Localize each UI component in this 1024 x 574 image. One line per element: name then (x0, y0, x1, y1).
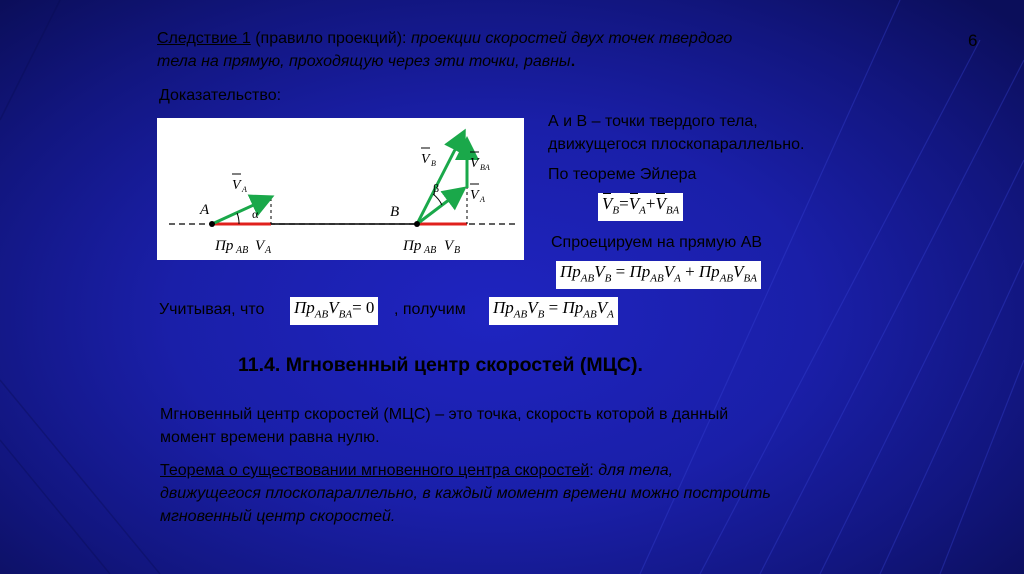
svg-text:V: V (232, 178, 241, 193)
project-label: Спроецируем на прямую АВ (551, 234, 763, 251)
corollary-period: . (570, 53, 576, 70)
svg-text:V: V (444, 238, 454, 254)
label-proj-a (214, 238, 272, 256)
corollary-paren: (правило проекций): (250, 30, 411, 47)
svg-text:Пр: Пр (403, 238, 422, 254)
section-title: 11.4. Мгновенный центр скоростей (МЦС). (238, 354, 643, 376)
theorem (160, 459, 900, 528)
va-arrow-a (212, 198, 269, 224)
point-a-dot (209, 221, 215, 227)
theorem-line-2: движущегося плоскопараллельно, в каждый момент времени можно построить (160, 485, 771, 502)
label-a: A (200, 202, 210, 218)
corollary-statement-1: проекции скоростей двух точек твердого (410, 30, 733, 47)
va-arrow-b (417, 190, 462, 224)
points-description-line-2: движущегося плоскопараллельно. (548, 136, 805, 153)
svg-text:BA: BA (480, 163, 490, 172)
svg-text:AB: AB (236, 245, 249, 256)
beta-arc (433, 194, 442, 205)
label-proj-b (402, 238, 460, 256)
corollary-block (157, 27, 877, 73)
projection-formula: $Пр_{AB}V_B = Пр_{AB}V_A + Пр_{AB}V_{BA}$ (556, 261, 761, 289)
svg-text:A: A (265, 245, 272, 256)
svg-text:B: B (454, 245, 461, 256)
label-va-a (232, 174, 247, 194)
theorem-line-1: для тела, (593, 462, 674, 479)
diagram-svg (157, 118, 524, 260)
svg-text:V: V (421, 152, 430, 167)
svg-text:V: V (470, 156, 479, 171)
definition (160, 403, 880, 449)
point-b-dot (414, 221, 420, 227)
result-formula: $Пр_{AB}V_B = Пр_{AB}V_A$ (489, 297, 618, 325)
proof-label: Доказательство: (159, 87, 282, 104)
theorem-colon: : (589, 462, 594, 479)
projection-diagram (157, 118, 524, 260)
theorem-line-3: мгновенный центр скоростей. (160, 508, 396, 525)
label-va-b (470, 184, 485, 204)
svg-text:V: V (255, 238, 265, 254)
euler-label: По теореме Эйлера (548, 166, 697, 183)
corollary-statement-2: тела на прямую, проходящую через эти точки, равны (157, 53, 571, 70)
we-get-label: , получим (394, 301, 466, 318)
euler-formula: $V_B=V_A+V_{BA}$ (598, 193, 683, 221)
corollary-label: Следствие 1 (157, 30, 251, 47)
definition-line-2: момент времени равна нулю. (160, 429, 380, 446)
alpha-arc (237, 213, 239, 224)
svg-text:AB: AB (424, 245, 437, 256)
svg-text:A: A (242, 185, 247, 194)
points-description (548, 110, 804, 156)
svg-text:A: A (480, 195, 485, 204)
slide-number: 6 (968, 31, 978, 50)
label-vba (470, 152, 490, 172)
theorem-label: Теорема о существовании мгновенного центра скоростей (160, 462, 590, 479)
svg-text:V: V (470, 188, 479, 203)
label-b: B (390, 204, 400, 220)
zero-formula: $Пр_{AB}V_{BA}= 0$ (290, 297, 378, 325)
points-description-line-1: А и В – точки твердого тела, (548, 113, 758, 130)
svg-text:B: B (431, 159, 436, 168)
label-vb (421, 148, 436, 168)
considering-label: Учитывая, что (159, 301, 265, 318)
label-beta: β (433, 181, 440, 195)
label-alpha: α (252, 207, 259, 221)
svg-text:Пр: Пр (215, 238, 234, 254)
definition-line-1: Мгновенный центр скоростей (МЦС) – это точка, скорость которой в данный (160, 406, 729, 423)
